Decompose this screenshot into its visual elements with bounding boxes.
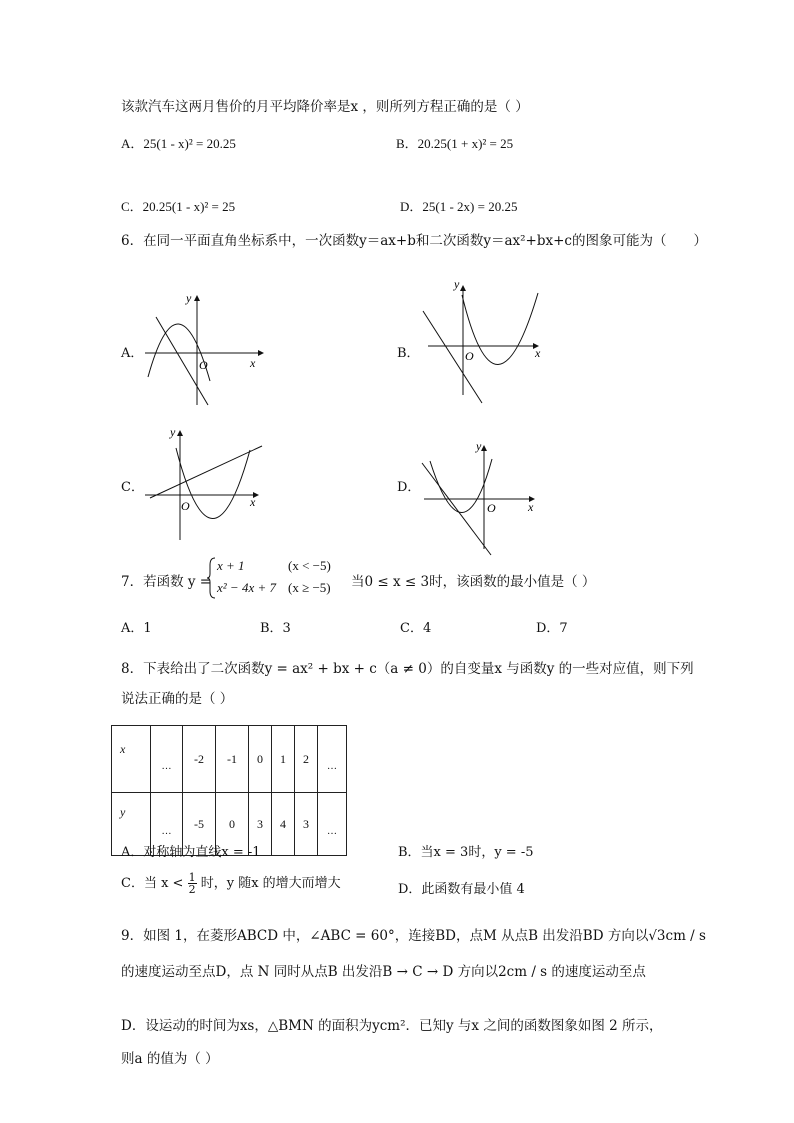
q9-line2: 的速度运动至点D，点 N 同时从点B 出发沿B → C → D 方向以2cm / s 的速度运动至点 [121,964,646,980]
q8-stem-line2: 说法正确的是（ ） [121,691,234,707]
parabola [148,324,210,381]
fraction-denominator: 2 [188,883,196,896]
q7-option-d: D．7 [536,621,568,636]
q7-case1-cond: (x < −5) [288,558,331,573]
y-label: y [476,439,482,453]
table-cell: 2 [295,726,318,793]
table-row-x [112,726,347,793]
y-axis-arrow [481,445,487,451]
y-label: y [170,425,176,439]
ellipsis: … [327,825,337,837]
graph-d [416,437,546,562]
fraction-numerator: 1 [188,871,196,884]
table-cell [318,793,347,856]
origin-label: O [487,501,496,515]
q8-option-b: B．当x = 3时，y = -5 [398,845,534,860]
ellipsis: … [327,760,337,772]
y-axis-arrow [177,430,183,436]
x-axis-arrow [258,350,264,356]
piecewise-brace [207,557,217,599]
table-cell: 4 [272,793,295,856]
table-cell: -2 [183,726,216,793]
q7-option-c: C．4 [400,621,432,636]
ellipsis: … [161,825,172,837]
table-cell [318,726,347,793]
q6-label-d: D． [397,480,421,495]
q6-stem: 6．在同一平面直角坐标系中，一次函数y＝ax+b和二次函数y＝ax²+bx+c的图象可能为（ ） [121,233,707,249]
fraction [188,872,197,895]
q9-line1: 9．如图 1，在菱形ABCD 中，∠ABC = 60°，连接BD，点M 从点B 出发沿BD 方向以√3cm / s [121,928,706,944]
table-cell [151,726,183,793]
value-table [111,725,347,856]
y-label: y [186,291,192,305]
q9-line4: 则a 的值为（ ） [121,1051,219,1067]
y-axis-arrow [460,285,466,291]
q6-label-b: B． [397,346,420,361]
line [150,446,262,498]
q8-stem-line1: 8．下表给出了二次函数y = ax² + bx + c（a ≠ 0）的自变量x 与函数y 的一些对应值，则下列 [121,661,694,677]
q7-case2-cond: (x ≥ −5) [288,580,331,595]
table-cell: -5 [183,793,216,856]
q8-option-c [121,872,341,895]
x-label: x [250,356,256,370]
y-axis-arrow [194,295,200,301]
q6-label-c: C． [121,480,144,495]
y-label: y [454,277,460,291]
table-cell: 0 [216,793,249,856]
x-label: x [535,346,541,360]
table-header-x: x [112,726,151,793]
origin-label: O [465,349,474,363]
q5-option-d: D．25(1 - 2x) = 20.25 [400,199,518,214]
graph-a [140,285,270,410]
q7-case2-expr: x² − 4x + 7 [217,580,276,595]
q7-prefix: 7．若函数 y = [121,574,212,590]
q6-label-a: A． [121,346,144,361]
q8-option-d: D．此函数有最小值 4 [398,882,525,897]
x-label: x [528,500,534,514]
q5-option-a: A．25(1 - x)² = 20.25 [121,136,236,151]
q5-stem: 该款汽车这两月售价的月平均降价率是x ，则所列方程正确的是（ ） [121,99,529,115]
q7-suffix: 当0 ≤ x ≤ 3时，该函数的最小值是（ ） [351,574,596,590]
q7-option-a: A．1 [121,621,152,636]
graph-c [140,422,270,547]
q7-case1-expr: x + 1 [217,558,245,573]
x-label: x [250,495,256,509]
q5-option-b: B．20.25(1 + x)² = 25 [396,136,514,151]
table-cell: 1 [272,726,295,793]
graph-b [418,275,548,410]
table-header-y: y [112,793,151,856]
q7-option-b: B．3 [260,621,291,636]
table-cell: 3 [295,793,318,856]
q8-option-c-prefix: C．当 x < [121,876,184,891]
origin-label: O [181,499,190,513]
table-cell: 0 [249,726,272,793]
q8-option-a: A．对称轴为直线x = -1 [121,845,261,860]
table-cell: -1 [216,726,249,793]
q8-option-c-suffix: 时，y 随x 的增大而增大 [200,876,341,891]
q9-line3: D．设运动的时间为xs，△BMN 的面积为ycm²．已知y 与x 之间的函数图象如图 2 所示， [121,1018,663,1034]
table-cell: 3 [249,793,272,856]
q5-option-c: C．20.25(1 - x)² = 25 [121,199,236,214]
line [422,463,491,555]
origin-label: O [199,358,208,372]
ellipsis: … [161,760,172,772]
